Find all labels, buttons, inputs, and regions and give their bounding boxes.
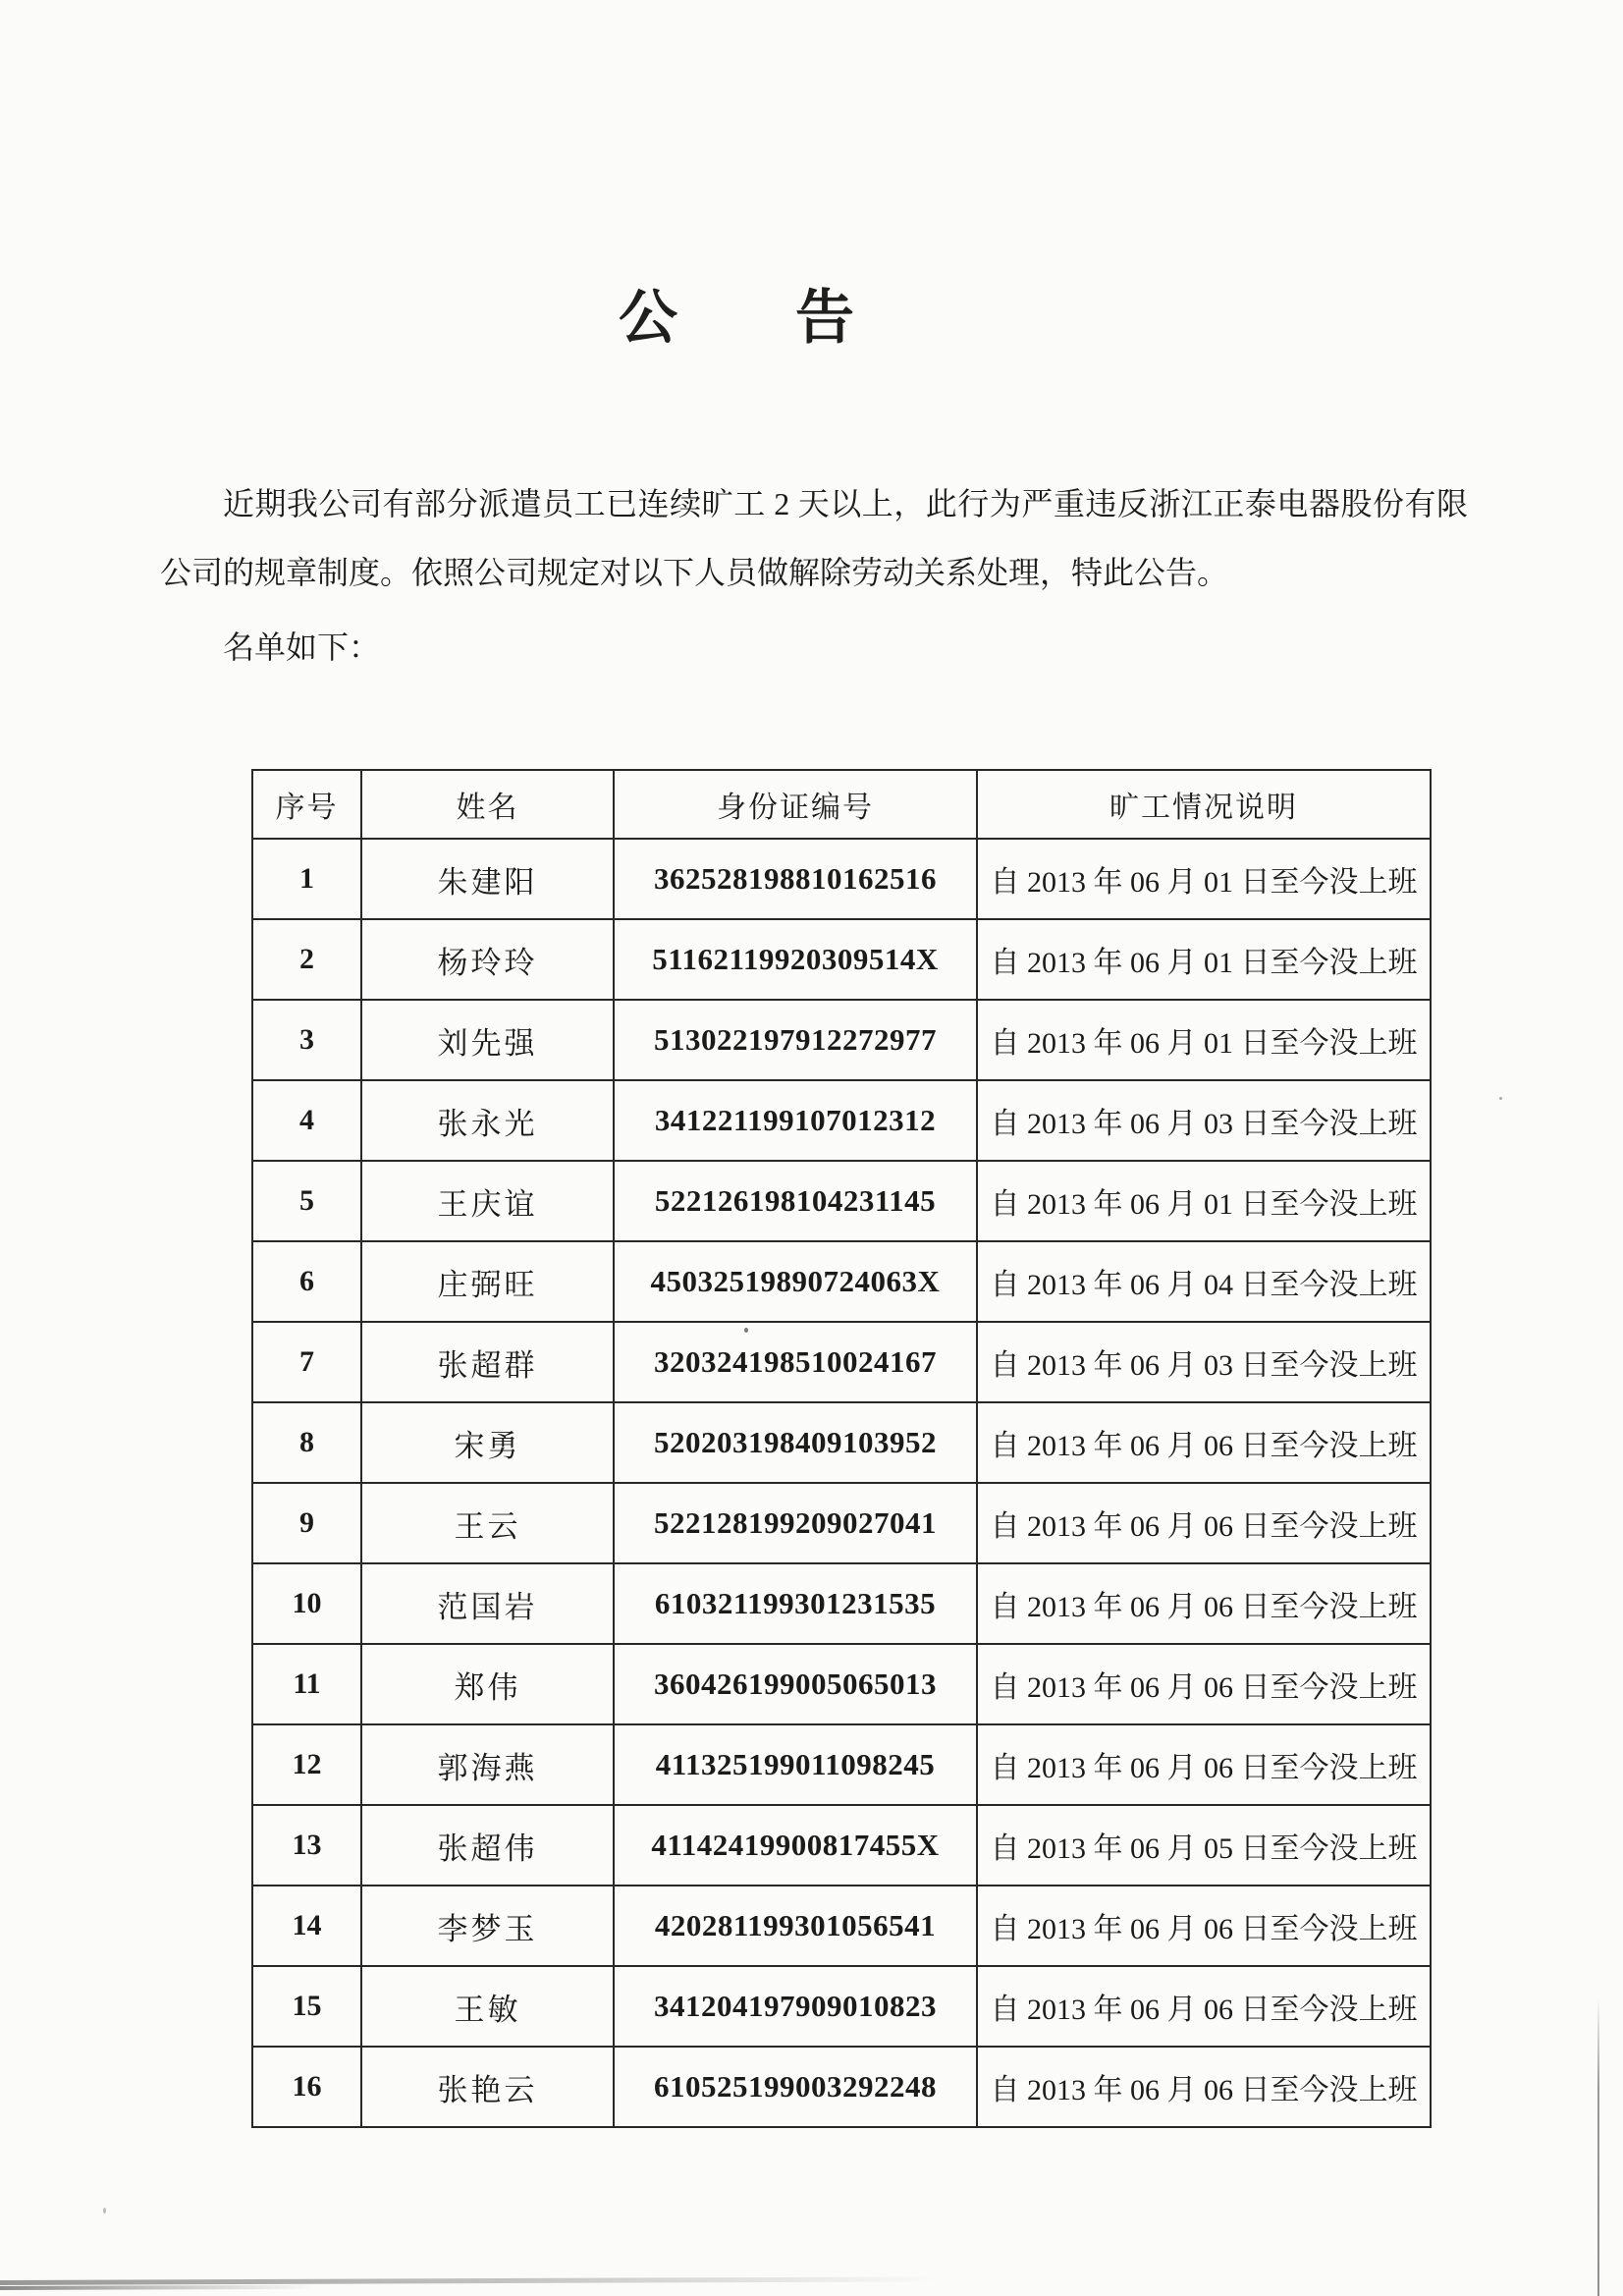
id-cell: 45032519890724063X <box>614 1241 977 1322</box>
id-cell: 411325199011098245 <box>614 1724 977 1805</box>
name-cell: 庄弼旺 <box>361 1241 614 1322</box>
name-cell: 宋勇 <box>361 1402 614 1483</box>
table-row <box>252 1241 1431 1322</box>
name-cell: 朱建阳 <box>361 839 614 919</box>
index-cell: 14 <box>252 1886 361 1966</box>
name-cell: 范国岩 <box>361 1563 614 1644</box>
id-cell: 610525199003292248 <box>614 2047 977 2127</box>
absence-cell: 自 2013 年 06 月 06 日至今没上班 <box>977 1966 1431 2047</box>
index-cell: 12 <box>252 1724 361 1805</box>
name-cell: 张永光 <box>361 1080 614 1161</box>
name-cell: 张超伟 <box>361 1805 614 1886</box>
col-header-absence: 旷工情况说明 <box>977 770 1431 839</box>
name-cell: 李梦玉 <box>361 1886 614 1966</box>
scan-artifact-edge-line <box>1597 1998 1599 2296</box>
list-intro: 名单如下： <box>223 629 381 665</box>
id-cell: 341221199107012312 <box>614 1080 977 1161</box>
absence-cell: 自 2013 年 06 月 06 日至今没上班 <box>977 1402 1431 1483</box>
index-cell: 4 <box>252 1080 361 1161</box>
name-cell: 张艳云 <box>361 2047 614 2127</box>
table-header-row <box>252 770 1431 839</box>
scan-artifact-streak <box>0 2276 938 2285</box>
id-cell: 51162119920309514X <box>614 919 977 1000</box>
index-cell: 10 <box>252 1563 361 1644</box>
absence-cell: 自 2013 年 06 月 03 日至今没上班 <box>977 1322 1431 1402</box>
name-cell: 郭海燕 <box>361 1724 614 1805</box>
id-cell: 320324198510024167 <box>614 1322 977 1402</box>
table-row <box>252 1402 1431 1483</box>
index-cell: 9 <box>252 1483 361 1563</box>
id-cell: 360426199005065013 <box>614 1644 977 1724</box>
absence-cell: 自 2013 年 06 月 06 日至今没上班 <box>977 1563 1431 1644</box>
absence-cell: 自 2013 年 06 月 01 日至今没上班 <box>977 919 1431 1000</box>
index-cell: 15 <box>252 1966 361 2047</box>
scan-artifact-speck <box>744 1328 748 1333</box>
absence-cell: 自 2013 年 06 月 01 日至今没上班 <box>977 839 1431 919</box>
table-row <box>252 1644 1431 1724</box>
table-row <box>252 1322 1431 1402</box>
table-row <box>252 1000 1431 1080</box>
index-cell: 2 <box>252 919 361 1000</box>
body-paragraph: 近期我公司有部分派遣员工已连续旷工 2 天以上，此行为严重违反浙江正泰电器股份有限公司的规章制度。依照公司规定对以下人员做解除劳动关系处理，特此公告。 <box>160 486 1468 590</box>
id-cell: 610321199301231535 <box>614 1563 977 1644</box>
absence-cell: 自 2013 年 06 月 06 日至今没上班 <box>977 1886 1431 1966</box>
scan-artifact-streak-dark <box>0 2285 314 2290</box>
table-row <box>252 1563 1431 1644</box>
absence-cell: 自 2013 年 06 月 04 日至今没上班 <box>977 1241 1431 1322</box>
name-cell: 郑伟 <box>361 1644 614 1724</box>
absence-cell: 自 2013 年 06 月 05 日至今没上班 <box>977 1805 1431 1886</box>
id-cell: 362528198810162516 <box>614 839 977 919</box>
table-row <box>252 1724 1431 1805</box>
table-row <box>252 1966 1431 2047</box>
name-cell: 杨玲玲 <box>361 919 614 1000</box>
index-cell: 1 <box>252 839 361 919</box>
index-cell: 5 <box>252 1161 361 1241</box>
page-title: 公 告 <box>619 286 884 352</box>
id-cell: 341204197909010823 <box>614 1966 977 2047</box>
absence-cell: 自 2013 年 06 月 03 日至今没上班 <box>977 1080 1431 1161</box>
index-cell: 13 <box>252 1805 361 1886</box>
index-cell: 11 <box>252 1644 361 1724</box>
scan-artifact-speck <box>1499 1097 1502 1100</box>
scan-artifact-speck <box>103 2208 106 2214</box>
id-cell: 520203198409103952 <box>614 1402 977 1483</box>
id-cell: 41142419900817455X <box>614 1805 977 1886</box>
index-cell: 3 <box>252 1000 361 1080</box>
col-header-index: 序号 <box>252 770 361 839</box>
absence-cell: 自 2013 年 06 月 01 日至今没上班 <box>977 1161 1431 1241</box>
col-header-name: 姓名 <box>361 770 614 839</box>
table-row <box>252 1080 1431 1161</box>
absence-cell: 自 2013 年 06 月 06 日至今没上班 <box>977 2047 1431 2127</box>
absence-table <box>251 769 1432 2128</box>
col-header-id: 身份证编号 <box>614 770 977 839</box>
table-row <box>252 1161 1431 1241</box>
name-cell: 王敏 <box>361 1966 614 2047</box>
name-cell: 王云 <box>361 1483 614 1563</box>
table-row <box>252 2047 1431 2127</box>
absence-cell: 自 2013 年 06 月 06 日至今没上班 <box>977 1483 1431 1563</box>
absence-cell: 自 2013 年 06 月 06 日至今没上班 <box>977 1644 1431 1724</box>
id-cell: 513022197912272977 <box>614 1000 977 1080</box>
id-cell: 522128199209027041 <box>614 1483 977 1563</box>
table-row <box>252 919 1431 1000</box>
table-row <box>252 1805 1431 1886</box>
id-cell: 522126198104231145 <box>614 1161 977 1241</box>
id-cell: 420281199301056541 <box>614 1886 977 1966</box>
absence-cell: 自 2013 年 06 月 01 日至今没上班 <box>977 1000 1431 1080</box>
table-body <box>252 839 1431 2127</box>
name-cell: 张超群 <box>361 1322 614 1402</box>
table-row <box>252 1483 1431 1563</box>
index-cell: 6 <box>252 1241 361 1322</box>
index-cell: 8 <box>252 1402 361 1483</box>
name-cell: 王庆谊 <box>361 1161 614 1241</box>
table-row <box>252 839 1431 919</box>
table-header <box>252 770 1431 839</box>
index-cell: 7 <box>252 1322 361 1402</box>
table-row <box>252 1886 1431 1966</box>
index-cell: 16 <box>252 2047 361 2127</box>
name-cell: 刘先强 <box>361 1000 614 1080</box>
absence-cell: 自 2013 年 06 月 06 日至今没上班 <box>977 1724 1431 1805</box>
